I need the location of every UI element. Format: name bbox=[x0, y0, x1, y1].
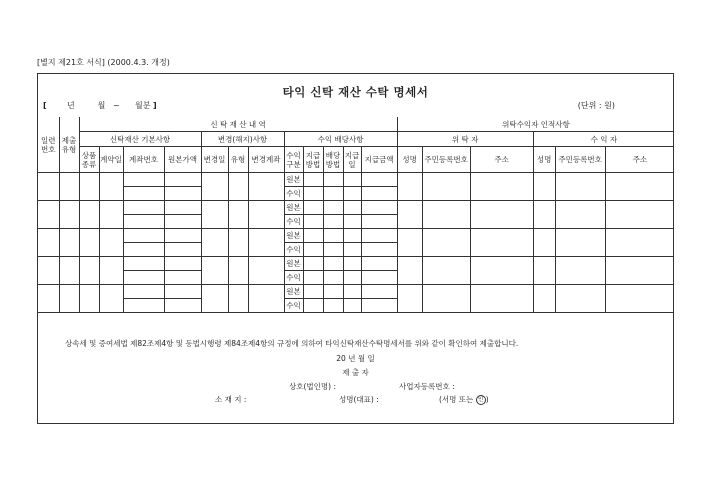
income-class-principal: 원본 bbox=[284, 257, 303, 271]
form-title: 타익 신탁 재산 수탁 명세서 bbox=[282, 85, 429, 99]
period-month-end: 월분 bbox=[134, 101, 151, 110]
period-tilde: ~ bbox=[113, 101, 120, 110]
sign-line bbox=[439, 394, 489, 405]
period-year: 년 bbox=[67, 101, 75, 110]
header-resident-no-2: 주민등록번호 bbox=[555, 147, 605, 173]
income-class-principal: 원본 bbox=[284, 229, 303, 243]
header-address-1: 주소 bbox=[470, 147, 533, 173]
header-beneficiary: 수 익 자 bbox=[533, 132, 674, 147]
header-name-2: 성명 bbox=[533, 147, 555, 173]
income-class-income: 수익 bbox=[284, 187, 303, 201]
header-trust-details: 신 탁 재 산 내 역 bbox=[79, 117, 397, 132]
header-resident-no-1: 주민등록번호 bbox=[422, 147, 470, 173]
period-open: [ bbox=[43, 101, 47, 110]
income-class-principal: 원본 bbox=[284, 285, 303, 299]
table-row bbox=[38, 173, 674, 187]
location-label: 소 재 지 : bbox=[215, 395, 247, 404]
statement-text: 상속세 및 증여세법 제82조제4항 및 동법시행령 제84조제4항의 규정에 의하여 타익신탁재산수탁명세서를 위와 같이 확인하여 제출합니다. bbox=[65, 339, 519, 348]
header-principal-value: 원본가액 bbox=[164, 147, 201, 173]
income-class-income: 수익 bbox=[284, 271, 303, 285]
period-close: ] bbox=[152, 101, 157, 110]
income-class-income: 수익 bbox=[284, 299, 303, 313]
sign-close: ) bbox=[485, 395, 489, 404]
header-address-2: 주소 bbox=[605, 147, 674, 173]
header-product-type: 상품종류 bbox=[79, 147, 99, 173]
header-change-type: 유형 bbox=[228, 147, 248, 173]
form-note: [별지 제21호 서식] (2000.4.3. 개정) bbox=[37, 58, 170, 67]
header-submit-type: 제출유형 bbox=[59, 117, 79, 173]
header-payment-date: 지급일 bbox=[343, 147, 361, 173]
table-row bbox=[38, 257, 674, 271]
table-row bbox=[38, 285, 674, 299]
header-payment-method: 지급방법 bbox=[303, 147, 323, 173]
table-row bbox=[38, 229, 674, 243]
header-dividend-method: 배당방법 bbox=[323, 147, 343, 173]
header-contract-date: 계약일 bbox=[99, 147, 123, 173]
trust-table bbox=[38, 117, 674, 313]
submitter-label: 제 출 자 bbox=[342, 368, 369, 377]
header-change-date: 변경일 bbox=[201, 147, 228, 173]
header-trustor: 위 탁 자 bbox=[397, 132, 533, 147]
header-income-dist: 수익 배당사항 bbox=[284, 132, 397, 147]
rep-label: 성명(대표) : bbox=[339, 395, 379, 404]
income-class-income: 수익 bbox=[284, 243, 303, 257]
period-month: 월 bbox=[97, 101, 106, 110]
header-name-1: 성명 bbox=[397, 147, 422, 173]
header-income-class: 수익구분 bbox=[284, 147, 303, 173]
income-class-principal: 원본 bbox=[284, 201, 303, 215]
unit-label: (단위 : 원) bbox=[577, 101, 615, 110]
header-change-account: 변경계좌 bbox=[248, 147, 284, 173]
header-payment-amount: 지급금액 bbox=[361, 147, 397, 173]
income-class-income: 수익 bbox=[284, 215, 303, 229]
date-line: 20 년 월 일 bbox=[336, 354, 375, 363]
header-change: 변경(해지)사항 bbox=[201, 132, 284, 147]
sign-label: (서명 또는 bbox=[439, 395, 474, 404]
header-trust-basic: 신탁재산 기본사항 bbox=[79, 132, 201, 147]
form-frame bbox=[37, 73, 674, 424]
seal-icon: 인 bbox=[476, 395, 486, 405]
header-beneficiary-matters: 위탁수익자 인적사항 bbox=[397, 117, 674, 132]
company-label: 상호(법인명) : bbox=[289, 382, 336, 391]
table-row bbox=[38, 201, 674, 215]
period-line bbox=[43, 100, 157, 111]
income-class-principal: 원본 bbox=[284, 173, 303, 187]
header-serial: 일련번호 bbox=[38, 117, 59, 173]
biz-no-label: 사업자등록번호 : bbox=[399, 382, 455, 391]
header-account-no: 계좌번호 bbox=[123, 147, 164, 173]
